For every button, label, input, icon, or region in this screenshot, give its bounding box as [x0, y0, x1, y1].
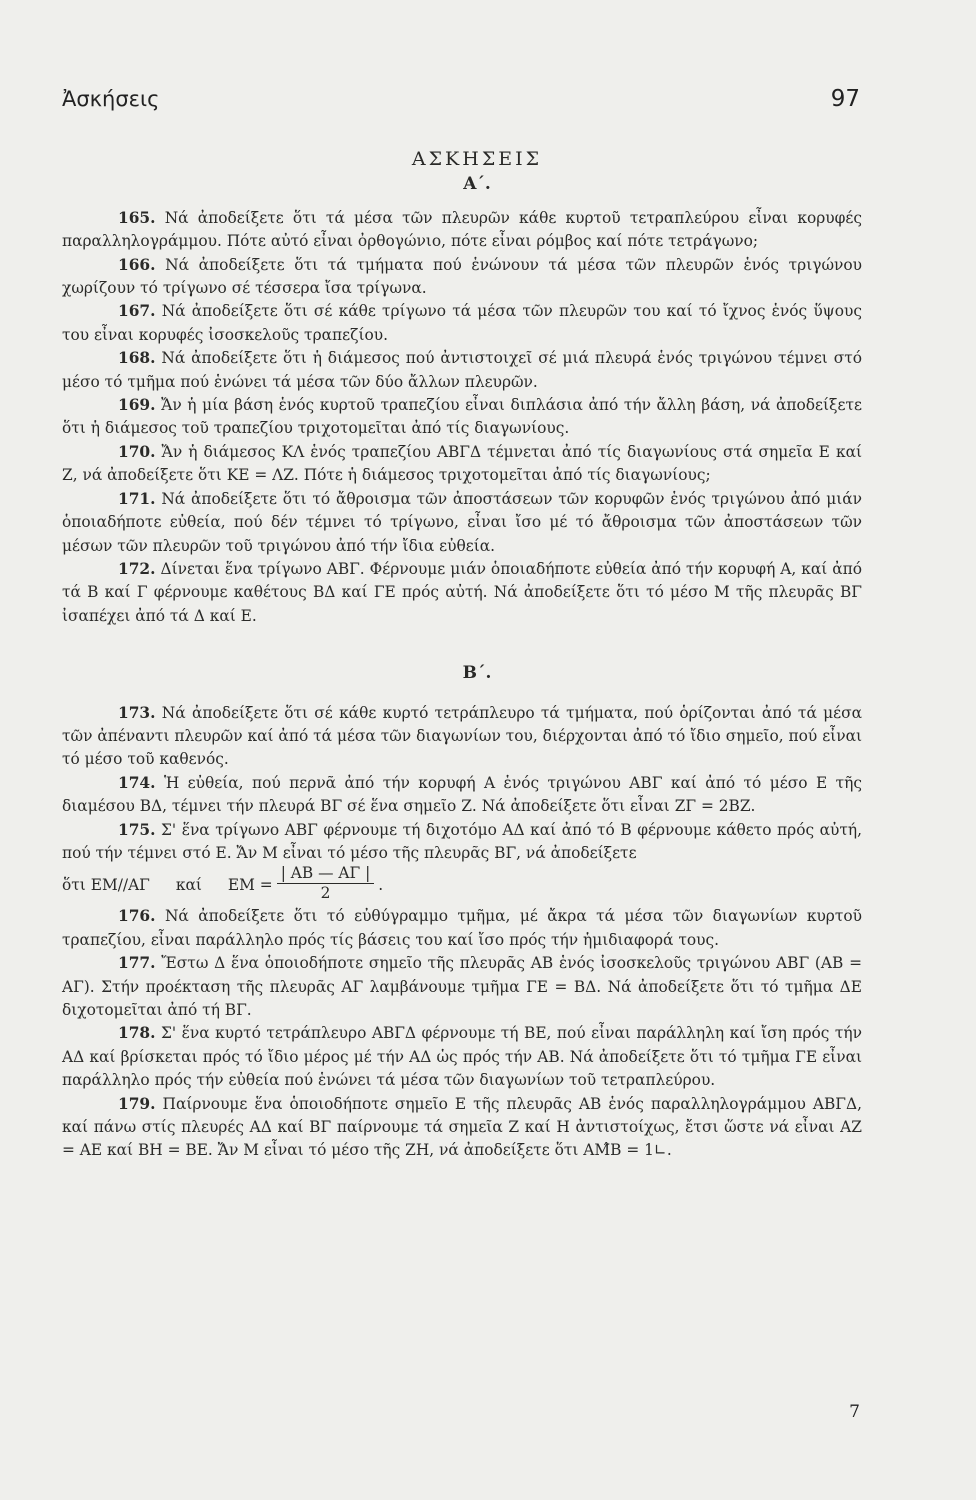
exercise-170 — [62, 441, 862, 488]
exercise-number: 174. — [118, 773, 156, 792]
page-number: 97 — [830, 86, 860, 112]
exercise-number: 168. — [118, 349, 156, 368]
formula-175 — [62, 865, 862, 905]
exercise-text: Παίρνουμε ἕνα ὁποιοδήποτε σημεῖο Ε τῆς πλευρᾶς ΑΒ ἑνός παραλληλογράμμου ΑΒΓΔ, καί πάνω στίς πλευρές ΑΔ καί ΒΓ παίρνουμε τά σημεῖα Ζ καί Η ἀντιστοίχως, ἔτσι ὥστε νά εἶναι ΑΖ = ΑΕ καί ΒΗ = ΒΕ. Ἄν Μ εἶναι τό μέσο τῆς ΖΗ, νά ἀποδείξετε ὅτι ΑΜ̂Β = 1∟. — [62, 1094, 862, 1160]
exercise-175 — [62, 819, 862, 866]
exercise-text: Σ' ἕνα κυρτό τετράπλευρο ΑΒΓΔ φέρνουμε τή ΒΕ, πού εἶναι παράλληλη καί ἴση πρός τήν ΑΔ καί βρίσκεται πρός τό ἴδιο μέρος μέ τήν ΑΔ ὡς πρός τήν ΑΒ. Νά ἀποδείξετε ὅτι τό τμῆμα ΓΕ εἶναι παράλληλο πρός τήν εὐθεία πού ἑνώνει τά μέσα τῶν διαγωνίων τοῦ τετραπλεύρου. — [62, 1024, 862, 1090]
signature-mark: 7 — [849, 1402, 860, 1422]
exercise-number: 178. — [118, 1024, 156, 1043]
exercise-number: 177. — [118, 954, 156, 973]
page-body — [62, 148, 862, 1163]
exercise-167 — [62, 300, 862, 347]
running-title: Ἀσκήσεις — [62, 87, 160, 111]
exercise-number: 167. — [118, 302, 156, 321]
exercise-text: Νά ἀποδείξετε ὅτι τό εὐθύγραμμο τμῆμα, μέ ἄκρα τά μέσα τῶν διαγωνίων κυρτοῦ τραπεζίου, εἶναι παράλληλο πρός τίς βάσεις του καί ἴσο πρός τήν ἡμιδιαφορά τους. — [62, 907, 862, 949]
exercise-text: Νά ἀποδείξετε ὅτι σέ κάθε κυρτό τετράπλευρο τά τμήματα, πού ὁρίζονται ἀπό τά μέσα τῶν ἀπέναντι πλευρῶν καί ἀπό τά μέσα τῶν διαγωνίων του, διέρχονται ἀπό τό ἴδιο σημεῖο, πού εἶναι τό μέσο τοῦ καθενός. — [62, 703, 863, 769]
exercise-number: 172. — [118, 559, 156, 578]
exercise-174 — [62, 772, 862, 819]
section-b-heading: Β΄. — [462, 663, 492, 684]
exercise-text: Ἡ εὐθεία, πού περνᾶ ἀπό τήν κορυφή Α ἑνός τριγώνου ΑΒΓ καί ἀπό τό μέσο Ε τῆς διαμέσου ΒΔ, τέμνει τήν πλευρά ΒΓ σέ ἕνα σημεῖο Ζ. Νά ἀποδείξετε ὅτι εἶναι ΖΓ = 2ΒΖ. — [62, 773, 862, 816]
exercise-166 — [62, 254, 862, 301]
exercise-168 — [62, 347, 862, 394]
exercise-number: 169. — [118, 396, 156, 415]
exercise-text: Νά ἀποδείξετε ὅτι τό ἄθροισμα τῶν ἀποστάσεων τῶν κορυφῶν ἑνός τριγώνου ἀπό μιάν ὁποιαδήποτε εὐθεία, πού δέν τέμνει τό τρίγωνο, εἶναι ἴσο μέ τό ἄθροισμα τῶν ἀποστάσεων τῶν μέσων τῶν πλευρῶν τοῦ τριγώνου ἀπό τήν ἴδια εὐθεία. — [62, 489, 863, 555]
exercise-text: Νά ἀποδείξετε ὅτι τά μέσα τῶν πλευρῶν κάθε κυρτοῦ τετραπλεύρου εἶναι κορυφές παραλληλογράμμου. Πότε αὐτό εἶναι ὀρθογώνιο, πότε εἶναι ρόμβος καί πότε τετράγωνο; — [62, 208, 862, 251]
fraction-denominator: 2 — [320, 883, 331, 902]
exercise-text: Ἔστω Δ ἕνα ὁποιοδήποτε σημεῖο τῆς πλευρᾶς ΑΒ ἑνός ἰσοσκελοῦς τριγώνου ΑΒΓ (ΑΒ = ΑΓ). Στήν προέκταση τῆς πλευρᾶς ΑΓ λαμβάνουμε τμῆμα ΓΕ = ΒΔ. Νά ἀποδείξετε ὅτι τό τμῆμα ΔΕ διχοτομεῖται ἀπό τή ΒΓ. — [62, 954, 862, 1019]
exercise-169 — [62, 394, 862, 441]
fraction — [277, 864, 375, 903]
exercise-179 — [62, 1093, 862, 1163]
exercise-number: 166. — [118, 255, 156, 274]
exercise-text: Σ' ἕνα τρίγωνο ΑΒΓ φέρνουμε τή διχοτόμο ΑΔ καί ἀπό τό Β φέρνουμε κάθετο πρός αὐτή, πού τήν τέμνει στό Ε. Ἄν Μ εἶναι τό μέσο τῆς πλευρᾶς ΒΓ, νά ἀποδείξετε — [62, 820, 862, 862]
exercise-176 — [62, 905, 862, 952]
exercise-text: Ἄν ἡ διάμεσος ΚΛ ἑνός τραπεζίου ΑΒΓΔ τέμνεται ἀπό τίς διαγωνίους στά σημεῖα Ε καί Ζ, νά ἀποδείξετε ὅτι ΚΕ = ΛΖ. Πότε ἡ διάμεσος τριχοτομεῖται ἀπό τίς διαγωνίους; — [62, 442, 862, 485]
exercise-165 — [62, 207, 862, 254]
formula-conjunction: καί — [175, 875, 202, 894]
exercise-171 — [62, 488, 862, 558]
exercise-text: Νά ἀποδείξετε ὅτι ἡ διάμεσος πού ἀντιστοιχεῖ σέ μιά πλευρά ἑνός τριγώνου τέμνει στό μέσο τό τμῆμα πού ἑνώνει τά μέσα τῶν δύο ἄλλων πλευρῶν. — [62, 349, 862, 391]
exercise-text: Δίνεται ἕνα τρίγωνο ΑΒΓ. Φέρνουμε μιάν ὁποιαδήποτε εὐθεία ἀπό τήν κορυφή Α, καί ἀπό τά Β καί Γ φέρνουμε καθέτους ΒΔ καί ΓΕ πρός αὐτή. Νά ἀποδείξετε ὅτι τό μέσο Μ τῆς πλευρᾶς ΒΓ ἰσαπέχει ἀπό τά Δ καί Ε. — [62, 559, 862, 625]
formula-suffix: . — [378, 875, 384, 894]
formula-lhs: ΕΜ = — [227, 875, 273, 894]
exercise-number: 179. — [118, 1094, 156, 1113]
exercise-number: 165. — [118, 208, 156, 227]
exercise-172 — [62, 558, 862, 628]
exercise-number: 176. — [118, 907, 156, 926]
page-header — [62, 86, 860, 112]
exercise-177 — [62, 952, 862, 1022]
exercises-heading: ΑΣΚΗΣΕΙΣ — [411, 148, 543, 170]
exercise-number: 173. — [118, 703, 156, 722]
exercise-number: 170. — [118, 442, 156, 461]
formula-prefix: ὅτι ΕΜ//ΑΓ — [62, 875, 150, 894]
exercise-text: Νά ἀποδείξετε ὅτι σέ κάθε τρίγωνο τά μέσα τῶν πλευρῶν του καί τό ἴχνος ἑνός ὕψους του εἶναι κορυφές ἰσοσκελοῦς τραπεζίου. — [62, 302, 862, 344]
exercise-173 — [62, 702, 862, 772]
fraction-numerator: | ΑΒ — ΑΓ | — [277, 864, 375, 884]
exercise-number: 175. — [118, 820, 156, 839]
exercise-178 — [62, 1022, 862, 1092]
exercise-text: Ἄν ἡ μία βάση ἑνός κυρτοῦ τραπεζίου εἶναι διπλάσια ἀπό τήν ἄλλη βάση, νά ἀποδείξετε ὅτι ἡ διάμεσος τοῦ τραπεζίου τριχοτομεῖται ἀπό τίς διαγωνίους. — [62, 396, 862, 438]
section-a-heading: Α΄. — [463, 174, 491, 195]
exercise-number: 171. — [118, 489, 156, 508]
exercise-text: Νά ἀποδείξετε ὅτι τά τμήματα πού ἑνώνουν τά μέσα τῶν πλευρῶν ἑνός τριγώνου χωρίζουν τό τρίγωνο σέ τέσσερα ἴσα τρίγωνα. — [62, 255, 862, 298]
